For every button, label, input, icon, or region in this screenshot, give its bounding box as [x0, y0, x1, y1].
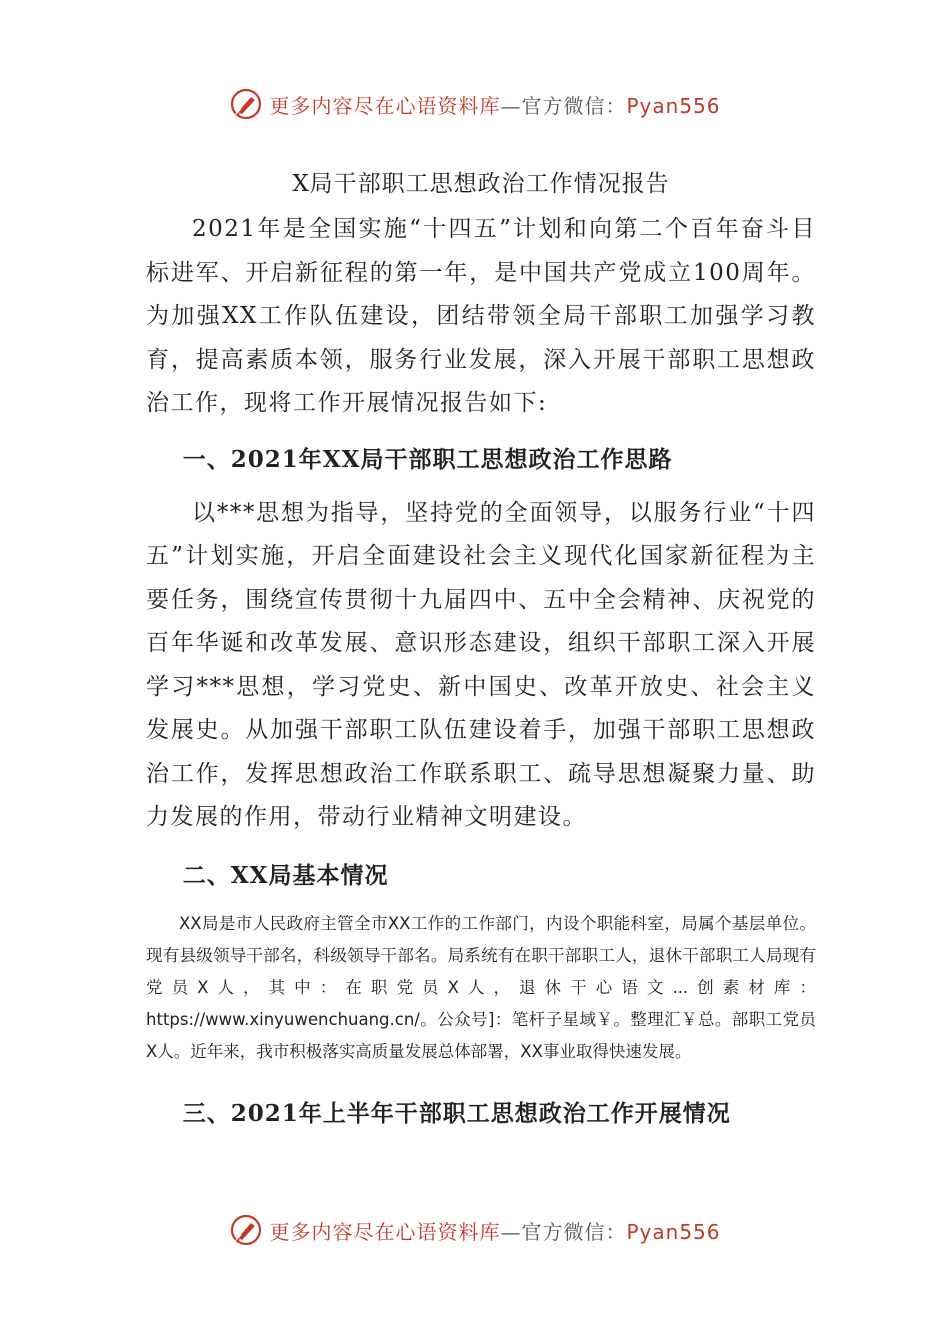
pen-nib-circle-icon — [229, 1213, 263, 1247]
watermark-part2: —官方微信： — [500, 93, 627, 118]
watermark-banner-top — [0, 84, 950, 124]
section3-heading: 三、2021年上半年干部职工思想政治工作开展情况 — [182, 1099, 731, 1127]
section2-heading: 二、XX局基本情况 — [182, 861, 389, 889]
watermark-text — [269, 1216, 720, 1245]
watermark-banner-bottom — [0, 1210, 950, 1250]
watermark-part2: —官方微信： — [500, 1219, 627, 1244]
section1-heading: 一、2021年XX局干部职工思想政治工作思路 — [182, 445, 673, 473]
watermark-part3: Pyan556 — [626, 93, 721, 118]
watermark-text — [269, 90, 720, 119]
watermark-part3: Pyan556 — [626, 1219, 721, 1244]
section1-paragraph: 以***思想为指导，坚持党的全面领导，以服务行业“十四五”计划实施，开启全面建设社会主义现代化国家新征程为主要任务，围绕宣传贯彻十九届四中、五中全会精神、庆祝党的百年华诞和改革发展、意识形态建设，组织干部职工深入开展学习***思想，学习党史、新中国史、改革开放史、社会主义发展史。从加强干部职工队伍建设着手，加强干部职工思想政治工作，发挥思想政治工作联系职工、疏导思想凝聚力量、助力发展的作用，带动行业精神文明建设。 — [146, 499, 816, 830]
intro-paragraph: 2021年是全国实施“十四五”计划和向第二个百年奋斗目标进军、开启新征程的第一年，是中国共产党成立100周年。为加强XX工作队伍建设，团结带领全局干部职工加强学习教育，提高素质本领，服务行业发展，深入开展干部职工思想政治工作，现将工作开展情况报告如下: — [146, 216, 816, 416]
section2-paragraph: XX局是市人民政府主管全市XX工作的工作部门，内设个职能科室，局属个基层单位。现有县级领导干部名，科级领导干部名。局系统有在职干部职工人，退休干部职工人局现有党员X人，其中：在职党员X人，退休干心语文...创素材库：https://www.xinyuwenchuang.cn/。公众号]：笔杆子星域￥。整理汇￥总。部职工党员X人。近年来，我市积极落实高质量发展总体部署，XX事业取得快速发展。 — [146, 913, 816, 1061]
watermark-part1: 更多内容尽在心语资料库 — [269, 93, 501, 118]
document-body — [146, 160, 816, 1146]
watermark-part1: 更多内容尽在心语资料库 — [269, 1219, 501, 1244]
document-title: X局干部职工思想政治工作情况报告 — [292, 171, 670, 197]
pen-nib-circle-icon — [229, 87, 263, 121]
